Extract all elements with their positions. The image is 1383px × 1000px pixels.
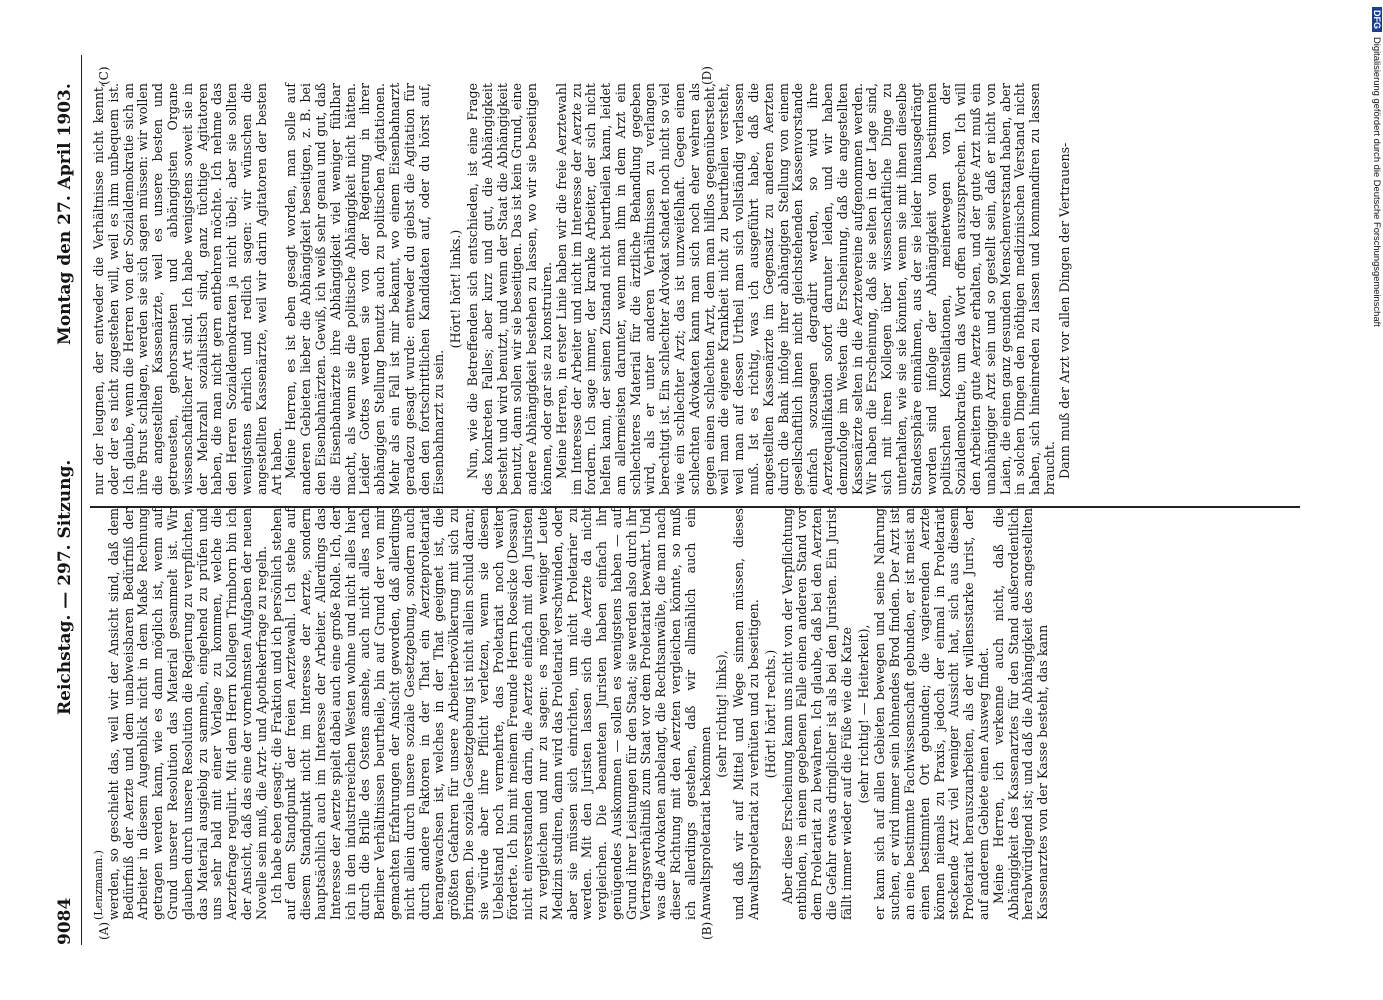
left-paragraph-1: werden, so geschieht das, weil wir der Ansicht sind, daß dem Bedürfniß der Aerzte und dem unabweisbaren Bedürfniß der Arbeiter in diesem Augenblick nicht in dem Maße Rechnung getragen werden kann, wie es dann möglich ist, wenn auf Grund unserer Resolution das Material gesammelt ist. Wir glauben durch unsere Resolution die Regierung zu verpflichten, das Material ausgiebig zu sammeln, eingehend zu prüfen und uns sehr bald mit einer Vorlage zu kommen, welche die Aerztefrage regulirt. Mit dem Herrn Kollegen Trimborn bin ich der Ansicht, daß das eine der vornehmsten Aufgaben der neuen Novelle sein muß, die Arzt- und Apothekerfrage zu regeln. [105,508,269,920]
left-paragraph-2: Ich habe eben gesagt: die Fraktion und ich persönlich stehen auf dem Standpunkt der freien Aerztewahl. Ich stehe auf diesem Standpunkt nicht im Interesse der Aerzte, sondern hauptsächlich auch im Interesse der Arbeiter. Allerdings das Interesse der Aerzte spielt dabei auch eine große Rolle. Ich, der ich in den industriereichen Westen wohne und nicht alles hier durch die Brille des Ostens ansehe, auch nicht alles nach Berliner Verhältnissen beurtheile, bin auf Grund der von mir gemachten Erfahrungen der Ansicht geworden, daß allerdings nicht allein durch unsere soziale Gesetzgebung, sondern auch durch andere Faktoren in der That ein Aerzteproletariat herangewachsen ist, welches in der That geeignet ist, die größten Gefahren für unsere Arbeiterbevölkerung mit sich zu bringen. Die soziale Gesetzgebung ist nicht allein schuld daran; sie würde aber ihre Pflicht verletzen, wenn sie diesen Uebelstand noch vermehrte, das Proletariat noch weiter förderte. Ich bin mit meinem Freunde Herrn Roesicke (Dessau) nicht einverstanden darin, die Aerzte einfach mit den Juristen zu vergleichen und nur zu sagen: es mögen weniger Leute Medizin studiren, dann wird das Proletariat verschwinden, oder aber sie müssen sich einrichten, um nicht Proletarier zu werden. Mit den Juristen lassen sich die Aerzte da nicht vergleichen. Die beamteten Juristen haben einfach ihr genügendes Auskommen — sollen es wenigstens haben — auf Grund ihrer Leistungen für den Staat; sie werden also durch ihr Vertragsverhältniß zum Staat vor dem Proletariat bewahrt. Und was die Advokaten anbelangt, die Rechtsanwälte, die man nach dieser Richtung mit den Aerzten vergleichen könnte, so muß ich allerdings gestehen, daß wir allmählich auch ein Anwaltsproletariat bekommen [268,508,713,920]
margin-marker-b: (B) [700,921,714,940]
right-paragraph-2: Meine Herren, es ist eben gesagt worden, man solle auf anderen Gebieten lieber die Abhängigkeit beseitigen, z. B. bei den Eisenbahnärzten. Gewiß, ich weiß sehr genau und gut, daß die Eisenbahnärzte ihre Abhängigkeit viel weniger fühlbar macht, als wenn sie die politische Abhängigkeit nicht hätten. Leider Gottes werden sie von der Regierung in ihrer abhängigen Stellung benutzt auch zu politischen Agitationen. Mehr als ein Fall ist mir bekannt, wo einem Eisenbahnarzt geradezu gesagt wurde: entweder du giebst die Agitation für den den fortschrittlichen Kandidaten auf, oder du hörst auf, Eisenbahnarzt zu sein. [283,83,447,495]
left-paragraph-6: Meine Herren, ich verkenne auch nicht, daß die Abhängigkeit des Kassenarztes für den Stand außerordentlich herabwürdigend ist; und daß die Abhängigkeit des angestellten Kassenarztes von der Kasse besteht, das kann [990,508,1051,920]
credit-line [1372,7,1383,327]
dfg-logo: DFG [1372,7,1382,32]
header-left-title: Reichstag. — 297. Sitzung. [55,459,75,715]
credit-text: Digitalisierung gefördert durch die Deutsche Forschungsgemeinschaft [1372,37,1383,327]
right-paragraph-5: Dann muß der Arzt vor allen Dingen der Vertrauens- [1056,142,1072,479]
margin-marker-a: (A) [97,921,111,940]
right-text-column [92,83,1073,495]
interjection: (Hört! hört! links.) [448,229,464,349]
left-paragraph-5: er kann sich auf allen Gebieten bewegen und seine Nahrung suchen, er wird immer sein lohnendes Brod finden. Der Arzt ist an eine bestimmte Fachwissenschaft gebunden, er ist meist an einen bestimmten Ort gebunden; die vagierenden Aerzte können niemals zu Praxis, jedoch der einmal in Proletariat steckende Arzt viel weniger Aussicht hat, sich aus diesem Proletariat herauszuarbeiten, als der willensstarke Jurist, der auf anderem Gebiete einen Ausweg findet. [872,508,992,920]
right-paragraph-3: Nun, wie die Betreffenden sich entschieden, ist eine Frage des konkreten Falles; aber kurz und gut, die Abhängigkeit besteht und wird benutzt, und wenn der Staat die Abhängigkeit benutzt, dann sollen wir sie beseitigen. Das ist kein Grund, eine andere Abhängigkeit bestehen zu lassen, wo wir sie beseitigen können, oder gar sie zu konstruiren. [464,83,554,495]
right-paragraph-4: Meine Herren, in erster Linie haben wir die freie Aerztewahl im Interesse der Arbeiter und nicht im Interesse der Aerzte zu fordern. Ich sage immer, der kranke Arbeiter, der sich nicht helfen kann, der seinen Zustand nicht beurtheilen kann, leidet am allermeisten darunter, wenn man ihm in dem Arzt ein schlechteres Material für die ärztliche Behandlung gegeben wird, als er unter anderen Verhältnissen zu verlangen berechtigt ist. Ein schlechter Advokat schadet noch nicht so viel wie ein schlechter Arzt; das ist unzweifelhaft. Gegen einen schlechten Advokaten kann man sich noch eher wehren als gegen einen schlechten Arzt, dem man hilflos gegenübersteht, weil man die eigene Krankheit nicht zu beurtheilen versteht, weil man auf dessen Urtheil man sich vollständig verlassen muß. Ist es richtig, was ich ausgeführt habe, daß die angestellten Kassenärzte im Gegensatz zu anderen Aerzten durch die Bank infolge ihrer abhängigen Stellung von einem gesellschaftlich ihnen nicht gleichstehenden Kassenvorstande einfach sozusagen degradirt werden, so wird ihre Aerztequalifikation sofort darunter leiden, und wir haben demzufolge im Westen die Erscheinung, daß die angestellten Kassenärzte selten in die Aerztevereine aufgenommen werden. Wir haben die Erscheinung, daß sie selten in der Lage sind, sich mit ihren Kollegen über wissenschaftliche Dinge zu unterhalten, wie sie sie könnten, wenn sie mit ihnen dieselbe Standessphäre einnähmen, aus der sie leider hinausgedrängt worden sind infolge der Abhängigkeit von bestimmten politischen Konstellationen, meinetwegen von der Sozialdemokratie, um das Wort offen auszusprechen. Ich will den Arbeitern gute Aerzte erhalten, und der gute Arzt muß ein unabhängiger Arzt sein und so gestellt sein, daß er nicht von Laien, die einen ganz gesunden Menschenverstand haben, aber in solchen Dingen den nöthigen medizinischen Verstand nicht haben, sich hineinreden zu lassen und kommandiren zu lassen braucht. [553,83,1057,495]
right-paragraph-1: nur der leugnen, der entweder die Verhältnisse nicht kennt, oder der es nicht zugestehen will, weil es ihm unbequem ist. Ich glaube, wenn die Herren von der Sozialdemokratie sich an ihre Brust schlagen, werden sie sich sagen müssen: wir wollen die angestellten Kassenärzte, weil es unsere besten und getreuesten, gehorsamsten und abhängigsten Organe wissenschaftlicher Art sind. Ich habe wenigstens soweit sie in der Mehrzahl sozialistisch sind, ganz tüchtige Agitatoren haben, die man nicht gern entbehren möchte. Ich nehme das den Herren Sozialdemokraten ja nicht übel; aber sie sollten wenigstens ehrlich und redlich sagen: wir wünschen die angestellten Kassenärzte, weil wir darin Agitatoren der besten Art haben. [91,83,284,495]
interjection: (sehr richtig! — Heiterkeit), [855,624,871,804]
left-paragraph-4: Aber diese Erscheinung kann uns nicht von der Verpflichtung entbinden, in einem gegebenen Falle einen anderen Stand vor dem Proletariat zu bewahren. Ich glaube, daß bei den Aerzten die Gefahr etwas dringlicher ist als bei den Juristen. Ein Jurist fällt immer wieder auf die Füße wie die Katze [779,508,854,920]
digitization-credit [1371,7,1383,607]
left-paragraph-3: und daß wir auf Mittel und Wege sinnen müssen, dieses Anwaltsproletariat zu verhüten und zu beseitigen. [731,508,762,920]
interjection: (Hört! hört! rechts.) [762,649,778,779]
margin-marker-c: (C) [97,66,111,85]
page-number: 9084 [55,897,75,945]
header-right-title: Montag den 27. April 1903. [55,83,75,345]
left-text-column [92,508,1051,920]
interjection: (sehr richtig! links), [714,650,730,778]
margin-marker-d: (D) [700,66,714,85]
speaker-label: (Lenzmann.) [92,850,105,920]
page-header [55,55,82,945]
